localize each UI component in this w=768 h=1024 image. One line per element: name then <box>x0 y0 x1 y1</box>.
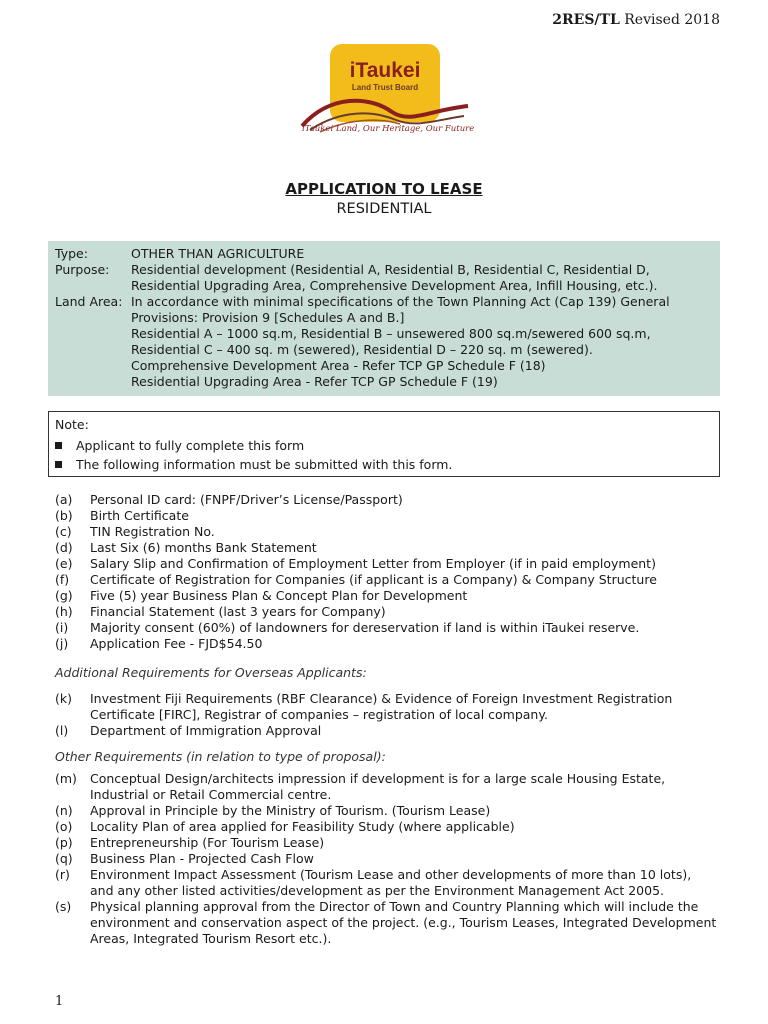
logo-tagline: iTaukei Land, Our Heritage, Our Future <box>302 124 475 134</box>
title-text: APPLICATION TO LEASE <box>285 180 483 198</box>
requirement-text: Areas, Integrated Tourism Resort etc.). <box>90 931 332 946</box>
form-revision: Revised 2018 <box>624 12 720 28</box>
requirement-letter: (d) <box>55 540 73 555</box>
note-box <box>48 411 720 477</box>
note-item <box>55 438 304 453</box>
requirement-letter: (l) <box>55 723 69 738</box>
purpose-label: Purpose: <box>55 262 110 277</box>
land-area-line: Residential Upgrading Area - Refer TCP GP Schedule F (19) <box>131 374 498 389</box>
requirement-letter: (a) <box>55 492 73 507</box>
requirement-letter: (q) <box>55 851 73 866</box>
requirement-text: Majority consent (60%) of landowners for dereservation if land is within iTaukei reserve. <box>90 620 640 635</box>
requirement-text: Conceptual Design/architects impression if development is for a large scale Housing Estate, <box>90 771 666 786</box>
requirement-text: environment and conservation aspect of the project. (e.g., Tourism Leases, Integrated Development <box>90 915 717 930</box>
purpose-line: Residential Upgrading Area, Comprehensive Development Area, Infill Housing, etc.). <box>131 278 658 293</box>
requirement-text: Entrepreneurship (For Tourism Lease) <box>90 835 325 850</box>
requirement-text: Last Six (6) months Bank Statement <box>90 540 317 555</box>
requirement-letter: (c) <box>55 524 72 539</box>
type-value: OTHER THAN AGRICULTURE <box>131 246 305 261</box>
page-title <box>0 180 768 198</box>
land-area-label: Land Area: <box>55 294 123 309</box>
land-area-line: In accordance with minimal specifications of the Town Planning Act (Cap 139) General <box>131 294 670 309</box>
logo-brand-name: iTaukei <box>349 59 421 82</box>
requirement-letter: (h) <box>55 604 73 619</box>
other-heading: Other Requirements (in relation to type of proposal): <box>55 749 386 764</box>
requirement-text: Environment Impact Assessment (Tourism Lease and other developments of more than 10 lots), <box>90 867 692 882</box>
square-bullet-icon <box>55 461 62 468</box>
requirement-letter: (n) <box>55 803 73 818</box>
requirement-text: Salary Slip and Confirmation of Employment Letter from Employer (if in paid employment) <box>90 556 656 571</box>
requirement-text: Financial Statement (last 3 years for Company) <box>90 604 386 619</box>
requirement-text: Approval in Principle by the Ministry of Tourism. (Tourism Lease) <box>90 803 491 818</box>
note-item <box>55 457 452 472</box>
requirement-text: Business Plan - Projected Cash Flow <box>90 851 314 866</box>
land-area-line: Comprehensive Development Area - Refer TCP GP Schedule F (18) <box>131 358 546 373</box>
requirement-text: Birth Certificate <box>90 508 189 523</box>
requirement-text: Application Fee - FJD$54.50 <box>90 636 263 651</box>
requirement-letter: (i) <box>55 620 69 635</box>
requirement-letter: (p) <box>55 835 73 850</box>
land-area-line: Residential A – 1000 sq.m, Residential B – unsewered 800 sq.m/sewered 600 sq.m, <box>131 326 651 341</box>
requirement-text: Certificate of Registration for Companies (if applicant is a Company) & Company Structure <box>90 572 657 587</box>
requirement-text: TIN Registration No. <box>90 524 215 539</box>
purpose-line: Residential development (Residential A, Residential B, Residential C, Residential D, <box>131 262 650 277</box>
requirement-text: and any other listed activities/development as per the Environment Management Act 2005. <box>90 883 665 898</box>
requirement-letter: (b) <box>55 508 73 523</box>
requirement-text: Physical planning approval from the Director of Town and Country Planning which will include the <box>90 899 699 914</box>
note-item-text: The following information must be submitted with this form. <box>76 457 453 472</box>
note-title: Note: <box>55 417 89 432</box>
requirement-text: Department of Immigration Approval <box>90 723 322 738</box>
requirement-letter: (k) <box>55 691 72 706</box>
requirement-letter: (m) <box>55 771 77 786</box>
requirement-letter: (o) <box>55 819 73 834</box>
requirement-letter: (r) <box>55 867 70 882</box>
page-subtitle: RESIDENTIAL <box>336 201 432 217</box>
logo-brand-sub: Land Trust Board <box>351 83 419 92</box>
requirement-text: Certificate [FIRC], Registrar of companies – registration of local company. <box>90 707 548 722</box>
requirement-letter: (e) <box>55 556 73 571</box>
note-item-text: Applicant to fully complete this form <box>76 438 305 453</box>
requirement-text: Five (5) year Business Plan & Concept Plan for Development <box>90 588 468 603</box>
form-code <box>552 12 720 28</box>
requirement-letter: (j) <box>55 636 69 651</box>
requirement-letter: (g) <box>55 588 73 603</box>
page-number: 1 <box>55 994 64 1009</box>
type-label: Type: <box>55 246 88 261</box>
overseas-heading: Additional Requirements for Overseas Applicants: <box>55 665 367 680</box>
land-area-line: Residential C – 400 sq. m (sewered), Residential D – 220 sq. m (sewered). <box>131 342 593 357</box>
requirement-text: Locality Plan of area applied for Feasibility Study (where applicable) <box>90 819 515 834</box>
requirement-letter: (f) <box>55 572 70 587</box>
land-area-line: Provisions: Provision 9 [Schedules A and B.] <box>131 310 405 325</box>
requirement-text: Industrial or Retail Commercial centre. <box>90 787 332 802</box>
square-bullet-icon <box>55 442 62 449</box>
requirement-letter: (s) <box>55 899 72 914</box>
requirement-text: Investment Fiji Requirements (RBF Clearance) & Evidence of Foreign Investment Registration <box>90 691 673 706</box>
form-code-id: 2RES/TL <box>552 12 620 28</box>
lease-info-box <box>48 241 720 396</box>
requirement-text: Personal ID card: (FNPF/Driver’s License/Passport) <box>90 492 403 507</box>
